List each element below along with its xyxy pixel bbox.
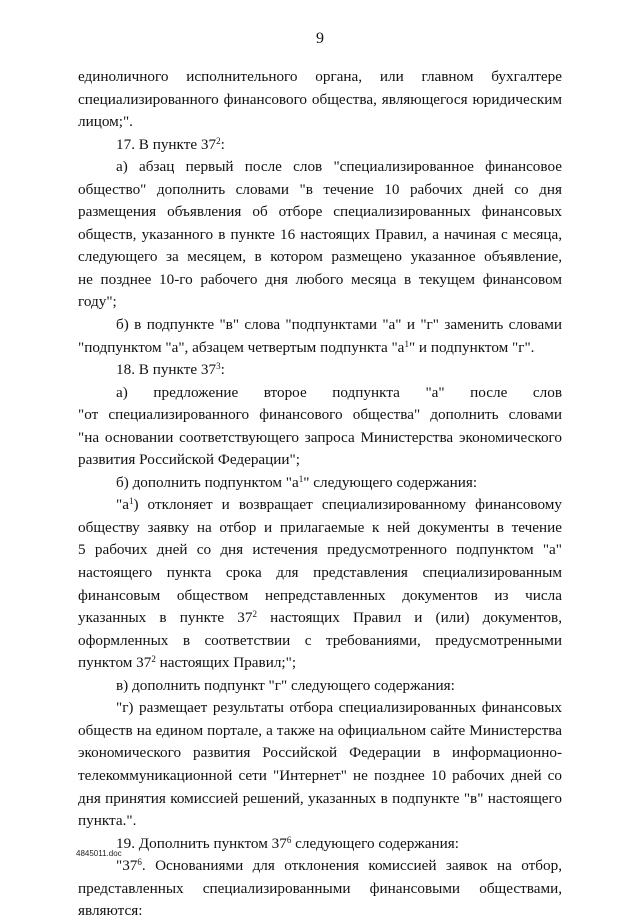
text-line [78,878,562,901]
superscript: 1 [128,496,134,507]
line-text: б) дополнить подпунктом "а [116,473,299,491]
superscript: 2 [216,135,221,146]
line-text: а) абзац первый после слов "специализированное финансовое [116,158,562,176]
text-line [78,427,562,450]
line-text-after: настоящих Правил и (или) документов, [256,609,562,627]
line-text: лицом;". [78,113,133,131]
line-text: б) в подпункте "в" слова "подпунктами "а" и "г" заменить словами [116,316,562,334]
text-line [78,382,562,405]
text-line [78,269,562,292]
line-text: телекоммуникационной сети "Интернет" не позднее 10 рабочих дней со [78,766,562,784]
line-text: "а [116,496,129,514]
text-line [78,675,562,698]
text-line [78,720,562,743]
text-line [78,562,562,585]
text-line [78,494,562,517]
line-text: общество" дополнить словами "в течение 10 рабочих дней со дня [78,180,562,198]
superscript: 6 [286,834,292,845]
page-number: 9 [316,30,324,47]
superscript: 3 [216,361,221,372]
line-text: 19. Дополнить пунктом 37 [116,834,287,852]
superscript: 1 [298,473,304,484]
line-text: являются: [78,902,143,920]
text-line [78,111,562,134]
line-text: пунктом 37 [78,654,152,672]
line-text: пункта.". [78,812,137,830]
line-text: настоящего пункта срока для представления специализированным [78,564,562,582]
line-text: 18. В пункте 37 [116,361,217,379]
line-text: указанных в пункте 37 [78,609,253,627]
text-line [78,359,562,382]
text-line [78,810,562,833]
line-text-after: настоящих Правил;"; [155,654,297,672]
line-text: в) дополнить подпункт "г" следующего содержания: [116,676,455,694]
line-text: "от специализированного финансового общества" дополнить словами [78,406,562,424]
line-text: следующего за месяцем, в котором размещено указанное объявление, [78,248,562,266]
text-line [78,539,562,562]
line-text-after: " следующего содержания: [303,473,478,491]
text-line [78,291,562,314]
line-text: "г) размещает результаты отбора специализированных финансовых [116,699,562,717]
line-text: "37 [116,857,138,875]
text-line [78,652,562,675]
text-line [78,246,562,269]
line-text: финансовым обществом непредставленных документов из числа [78,586,562,604]
line-text: обществ на едином портале, а также на официальном сайте Министерства [78,721,562,739]
text-line [78,337,562,360]
text-line [78,201,562,224]
line-text: единоличного исполнительного органа, или главном бухгалтере [78,68,562,85]
line-text: дня принятия комиссией решений, указанных в подпункте "в" настоящего [78,789,562,807]
line-text-after: : [220,361,225,379]
line-text: 5 рабочих дней со дня истечения предусмотренного подпунктом "а" [78,541,562,559]
line-text: оформленных в соответствии с требованиями, предусмотренными [78,631,562,649]
line-text: "подпунктом "а", абзацем четвертым подпункта "а [78,338,405,356]
text-line [78,314,562,337]
line-text-after: . Основаниями для отклонения комиссией заявок на отбор, [141,857,562,875]
line-text: обществ, указанного в пункте 16 настоящих Правил, а начиная с месяца, [78,225,562,243]
document-body [78,66,562,923]
text-line [78,156,562,179]
footer-filename: 4845011.doc [76,849,122,858]
text-line [78,134,562,157]
line-text-after: : [220,135,225,153]
text-line [78,855,562,878]
line-text-after: " и подпунктом "г". [408,338,535,356]
text-line [78,742,562,765]
line-text: специализированного финансового общества, являющегося юридическим [78,90,562,108]
line-text: а) предложение второе подпункта "а" после слов [116,383,562,401]
line-text: размещения объявления об отборе специализированных финансовых [78,203,562,221]
text-line [78,630,562,653]
line-text: 17. В пункте 37 [116,135,217,153]
text-line [78,833,562,856]
text-line [78,517,562,540]
superscript: 6 [137,857,142,868]
text-line [78,585,562,608]
line-text: "на основании соответствующего запроса Министерства экономического [78,428,562,446]
text-line [78,788,562,811]
text-line [78,404,562,427]
text-line [78,697,562,720]
line-text: году"; [78,293,117,311]
text-line [78,472,562,495]
line-text-after: ) отклоняет и возвращает специализированному финансовому [133,496,562,514]
line-text: обществу заявку на отбор и прилагаемые к ней документы в течение [78,518,562,536]
superscript: 1 [404,338,409,349]
text-line [78,449,562,472]
superscript: 2 [151,654,156,665]
text-line [78,224,562,247]
text-line [78,607,562,630]
text-line [78,900,562,923]
text-line [78,89,562,112]
line-text: представленных специализированными финансовыми обществами, [78,879,562,897]
text-line [78,179,562,202]
line-text: развития Российской Федерации"; [78,451,300,469]
line-text: не позднее 10-го рабочего дня любого месяца в текущем финансовом [78,270,562,288]
superscript: 2 [252,609,257,620]
text-line [78,765,562,788]
text-line [78,66,562,89]
line-text-after: следующего содержания: [291,834,459,852]
line-text: экономического развития Российской Федерации в информационно- [78,744,562,762]
